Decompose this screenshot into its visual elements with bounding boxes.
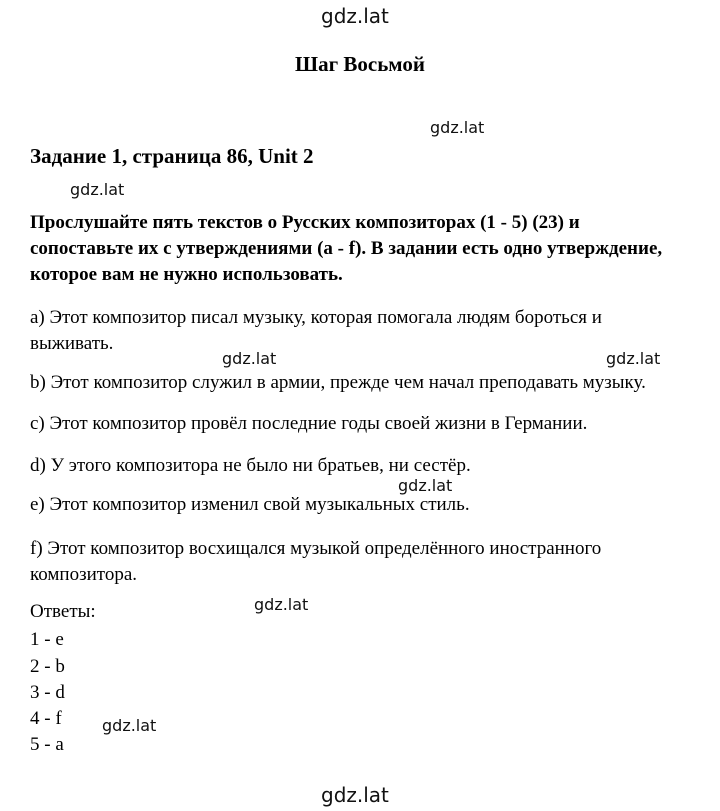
statement-line: a) Этот композитор писал музыку, которая помогала людям бороться и: [30, 307, 602, 328]
page-title: Шаг Восьмой: [295, 52, 425, 76]
watermark: gdz.lat: [102, 716, 157, 735]
answer-item: 1 - e: [30, 629, 64, 650]
watermark: gdz.lat: [430, 118, 485, 137]
statement-a: [30, 305, 602, 357]
statement-line: f) Этот композитор восхищался музыкой определённого иностранного: [30, 538, 602, 559]
statement-line: d) У этого композитора не было ни братьев, ни сестёр.: [30, 455, 471, 476]
watermark: gdz.lat: [321, 783, 389, 807]
instruction-line: сопоставьте их с утверждениями (a - f). В задании есть одно утверждение,: [30, 238, 663, 259]
statement-line: e) Этот композитор изменил свой музыкальных стиль.: [30, 494, 470, 515]
statement-e: [30, 492, 470, 518]
watermark: gdz.lat: [398, 476, 453, 495]
statement-line: выживать.: [30, 333, 114, 354]
statement-b: [30, 370, 646, 396]
statement-line: c) Этот композитор провёл последние годы своей жизни в Германии.: [30, 413, 588, 434]
statement-c: [30, 411, 587, 437]
instruction-line: Прослушайте пять текстов о Русских композиторах (1 - 5) (23) и: [30, 212, 580, 233]
task-heading: Задание 1, страница 86, Unit 2: [30, 144, 314, 168]
watermark: gdz.lat: [606, 349, 661, 368]
answer-item: 2 - b: [30, 656, 65, 677]
instruction: [30, 210, 700, 288]
answers-label: Ответы:: [30, 601, 96, 622]
statement-line: b) Этот композитор служил в армии, прежде чем начал преподавать музыку.: [30, 372, 646, 393]
watermark: gdz.lat: [70, 180, 125, 199]
statement-f: [30, 536, 601, 588]
answer-item: 3 - d: [30, 682, 65, 703]
answer-item: 5 - a: [30, 734, 64, 755]
watermark: gdz.lat: [222, 349, 277, 368]
instruction-line: которое вам не нужно использовать.: [30, 264, 343, 285]
statement-line: композитора.: [30, 564, 138, 585]
answer-item: 4 - f: [30, 708, 62, 729]
watermark: gdz.lat: [254, 595, 309, 614]
statement-d: [30, 453, 471, 479]
watermark: gdz.lat: [321, 4, 389, 28]
